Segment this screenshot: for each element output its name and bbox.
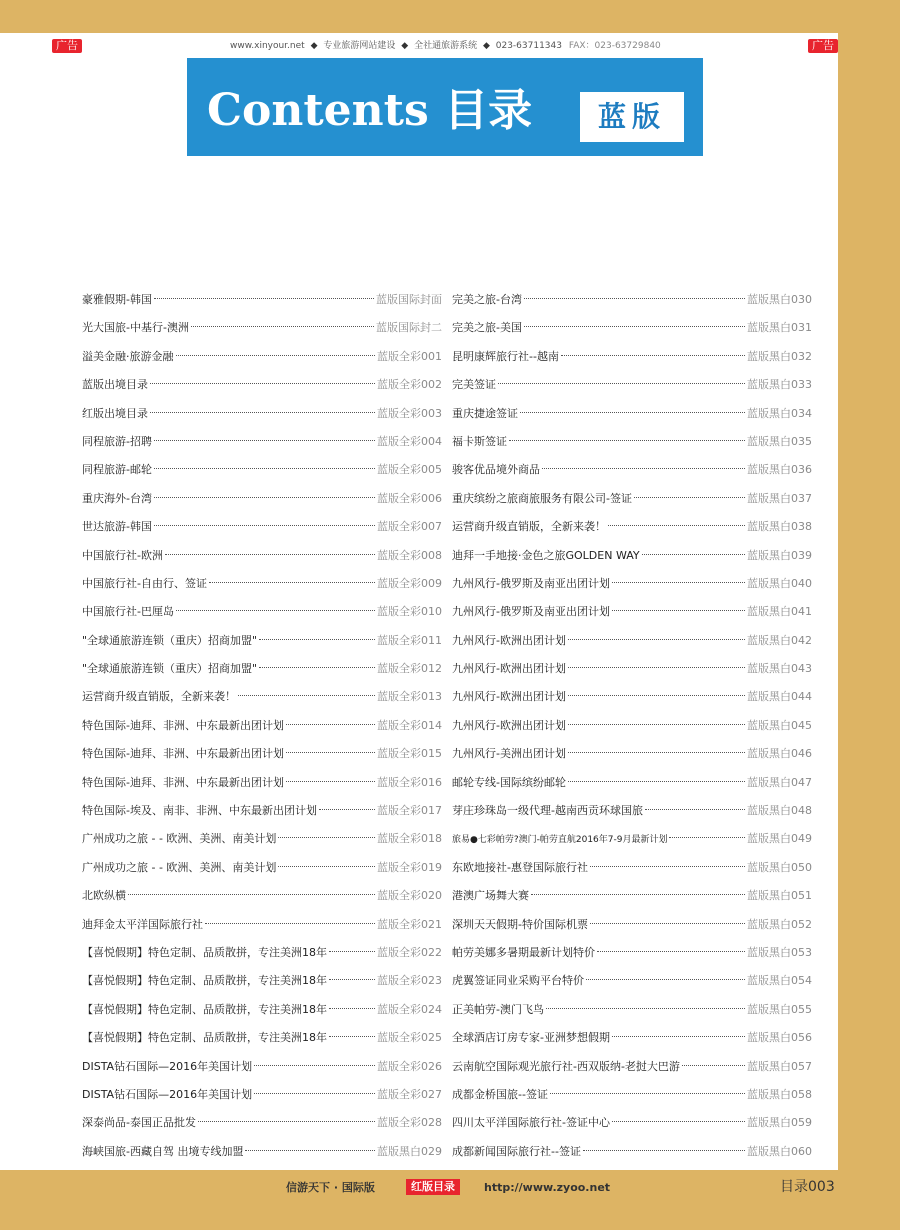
separator-diamond: ◆	[482, 41, 490, 51]
toc-entry-page: 蓝版全彩017	[377, 804, 442, 818]
toc-entry[interactable]	[82, 347, 442, 375]
toc-entry[interactable]	[452, 659, 812, 687]
toc-entry[interactable]	[452, 915, 812, 943]
dot-leader	[645, 809, 745, 810]
toc-entry-title: 虎翼签证同业采购平台特价	[452, 974, 584, 988]
footer	[0, 1178, 900, 1198]
dot-leader	[278, 866, 375, 867]
toc-entry-title: 中国旅行社-自由行、签证	[82, 576, 207, 590]
dot-leader	[154, 440, 375, 441]
toc-entry[interactable]	[82, 744, 442, 772]
toc-entry-page: 蓝版全彩008	[377, 548, 442, 562]
toc-entry-title: 完美之旅-美国	[452, 321, 522, 335]
toc-entry-page: 蓝版黑白048	[747, 804, 812, 818]
dot-leader	[568, 752, 745, 753]
toc-entry-title: 深圳天天假期-特价国际机票	[452, 917, 588, 931]
toc-entry[interactable]	[452, 489, 812, 517]
toc-entry-title: 全球酒店订房专家-亚洲梦想假期	[452, 1031, 610, 1045]
toc-entry-title: 世达旅游-韩国	[82, 520, 152, 534]
toc-entry-title: 同程旅游-招聘	[82, 434, 152, 448]
toc-entry-title: 北欧纵横	[82, 889, 126, 903]
separator-diamond: ◆	[310, 41, 318, 51]
toc-entry-title: 广州成功之旅 - - 欧洲、美洲、南美计划	[82, 860, 277, 874]
toc-entry-page: 蓝版全彩023	[377, 974, 442, 988]
dot-leader	[583, 1150, 745, 1151]
toc-entry[interactable]	[452, 460, 812, 488]
dot-leader	[509, 440, 745, 441]
dot-leader	[669, 837, 745, 838]
footer-slogan: 信游天下 · 国际版	[286, 1181, 375, 1194]
toc-entry[interactable]	[82, 375, 442, 403]
toc-entry-title: 东欧地接社-惠登国际旅行社	[452, 860, 588, 874]
toc-entry-title: 运营商升级直销版，全新来袭！	[82, 690, 236, 704]
dot-leader	[682, 1065, 745, 1066]
toc-entry[interactable]	[452, 375, 812, 403]
contents-header	[187, 58, 703, 156]
toc-entry[interactable]	[452, 404, 812, 432]
toc-entry[interactable]	[452, 687, 812, 715]
dot-leader	[150, 383, 375, 384]
toc-entry-title: 中国旅行社-巴厘岛	[82, 605, 174, 619]
toc-entry[interactable]	[452, 574, 812, 602]
toc-entry-page: 蓝版全彩024	[377, 1002, 442, 1016]
dot-leader	[586, 979, 745, 980]
toc-entry[interactable]	[452, 546, 812, 574]
toc-entry-page: 蓝版全彩005	[377, 463, 442, 477]
toc-entry-page: 蓝版黑白039	[747, 548, 812, 562]
dot-leader	[254, 1065, 375, 1066]
dot-leader	[286, 724, 375, 725]
toc-entry[interactable]	[82, 460, 442, 488]
toc-entry-title: 【喜悦假期】特色定制、品质散拼，专注美洲18年	[82, 1031, 327, 1045]
toc-entry[interactable]	[82, 1085, 442, 1113]
toc-entry-page: 蓝版黑白032	[747, 349, 812, 363]
toc-entry-page: 蓝版黑白030	[747, 293, 812, 306]
toc-entry-page: 蓝版全彩006	[377, 491, 442, 505]
toc-entry[interactable]	[452, 1028, 812, 1056]
dot-leader	[524, 298, 745, 299]
toc-entry-page: 蓝版全彩003	[377, 406, 442, 420]
toc-entry-title: 旅易●七彩帕劳?澳门-帕劳直航2016年7-9月最新计划	[452, 835, 668, 846]
toc-entry-page: 蓝版黑白045	[747, 718, 812, 732]
toc-entry-page: 蓝版黑白029	[377, 1144, 442, 1158]
toc-entry[interactable]	[82, 546, 442, 574]
toc-entry-title: 【喜悦假期】特色定制、品质散拼，专注美洲18年	[82, 974, 327, 988]
toc-entry-page: 蓝版黑白046	[747, 747, 812, 761]
toc-entry-page: 蓝版全彩012	[377, 662, 442, 676]
dot-leader	[154, 468, 375, 469]
toc-entry-title: 九州风行-俄罗斯及南亚出团计划	[452, 576, 610, 590]
dot-leader	[238, 695, 375, 696]
toc-entry-title: 海峡国旅-西藏自驾 出境专线加盟	[82, 1144, 244, 1158]
toc-entry-page: 蓝版全彩010	[377, 605, 442, 619]
toc-entry-page: 蓝版全彩021	[377, 917, 442, 931]
dot-leader	[612, 1121, 745, 1122]
dot-leader	[329, 951, 375, 952]
dot-leader	[531, 894, 745, 895]
toc-entry-page: 蓝版全彩011	[377, 633, 442, 647]
dot-leader	[568, 695, 745, 696]
toc-entry-title: 溢美金融·旅游金融	[82, 349, 174, 363]
dot-leader	[550, 1093, 745, 1094]
toc-entry-page: 蓝版全彩015	[377, 747, 442, 761]
toc-entry-page: 蓝版黑白055	[747, 1002, 812, 1016]
toc-entry[interactable]	[82, 915, 442, 943]
toc-entry-page: 蓝版黑白034	[747, 406, 812, 420]
slogan-web: 专业旅游网站建设	[323, 41, 396, 51]
toc-entry-page: 蓝版黑白050	[747, 860, 812, 874]
toc-entry[interactable]	[82, 716, 442, 744]
toc-entry-title: 骏客优品境外商品	[452, 463, 540, 477]
toc-entry-page: 蓝版全彩013	[377, 690, 442, 704]
dot-leader	[612, 1036, 745, 1037]
toc-entry-title: 重庆捷途签证	[452, 406, 518, 420]
toc-entry-title: 九州风行-美洲出团计划	[452, 747, 566, 761]
toc-entry[interactable]	[82, 489, 442, 517]
toc-entry-page: 蓝版全彩001	[377, 349, 442, 363]
toc-entry-title: 帕劳美娜多暑期最新计划特价	[452, 945, 595, 959]
toc-entry-title: 重庆海外-台湾	[82, 491, 152, 505]
toc-entry-title: 成都金桥国旅--签证	[452, 1087, 548, 1101]
toc-entry-page: 蓝版全彩009	[377, 576, 442, 590]
toc-entry[interactable]	[82, 1113, 442, 1141]
toc-entry-title: 芽庄珍珠岛一级代理-越南西贡环球国旅	[452, 804, 643, 818]
toc-entry-page: 蓝版全彩028	[377, 1116, 442, 1130]
slogan-system: 全社通旅游系统	[414, 41, 478, 51]
toc-entry-page: 蓝版全彩026	[377, 1059, 442, 1073]
toc-entry-title: 光大国旅-中基行-澳洲	[82, 321, 189, 335]
dot-leader	[590, 866, 745, 867]
toc-entry-title: 九州风行-欧洲出团计划	[452, 718, 566, 732]
toc-entry[interactable]	[452, 290, 812, 318]
toc-entry-page: 蓝版全彩014	[377, 718, 442, 732]
toc-entry-title: 深泰尚品-泰国正品批发	[82, 1116, 196, 1130]
toc-entry[interactable]	[452, 517, 812, 545]
dot-leader	[568, 639, 745, 640]
dot-leader	[191, 326, 374, 327]
dot-leader	[176, 355, 376, 356]
dot-leader	[597, 951, 745, 952]
toc-entry-page: 蓝版全彩016	[377, 775, 442, 789]
toc-entry-page: 蓝版国际封面	[376, 293, 442, 306]
toc-entry-page: 蓝版黑白041	[747, 605, 812, 619]
toc-entry[interactable]	[452, 1000, 812, 1028]
toc-entry-page: 蓝版全彩019	[377, 860, 442, 874]
toc-entry[interactable]	[452, 886, 812, 914]
dot-leader	[154, 298, 374, 299]
dot-leader	[561, 355, 745, 356]
dot-leader	[329, 1008, 375, 1009]
toc-entry[interactable]	[82, 801, 442, 829]
toc-entry-page: 蓝版黑白047	[747, 775, 812, 789]
toc-entry[interactable]	[82, 318, 442, 346]
toc-entry-page: 蓝版黑白036	[747, 463, 812, 477]
toc-column-left	[82, 290, 442, 1170]
dot-leader	[209, 582, 375, 583]
toc-entry[interactable]	[82, 773, 442, 801]
dot-leader	[176, 610, 375, 611]
toc-entry-page: 蓝版全彩020	[377, 889, 442, 903]
page-title: Contents 目录	[207, 85, 533, 136]
toc-entry-title: 特色国际-迪拜、非洲、中东最新出团计划	[82, 775, 284, 789]
toc-entry-page: 蓝版黑白060	[747, 1144, 812, 1158]
dot-leader	[546, 1008, 745, 1009]
phone-number: 023-63711343	[495, 41, 562, 51]
toc-entry-page: 蓝版黑白057	[747, 1059, 812, 1073]
toc-entry-title: 中国旅行社-欧洲	[82, 548, 163, 562]
toc-entry-title: 特色国际-迪拜、非洲、中东最新出团计划	[82, 718, 284, 732]
footer-url: http://www.zyoo.net	[484, 1181, 611, 1194]
toc-entry[interactable]	[82, 1000, 442, 1028]
dot-leader	[319, 809, 375, 810]
toc-entry-title: 【喜悦假期】特色定制、品质散拼，专注美洲18年	[82, 1002, 327, 1016]
toc-entry-page: 蓝版黑白040	[747, 576, 812, 590]
toc-entry-page: 蓝版黑白056	[747, 1031, 812, 1045]
toc-entry[interactable]	[82, 886, 442, 914]
footer-red-label: 红版目录	[406, 1179, 460, 1195]
toc-entry-title: 重庆缤纷之旅商旅服务有限公司-签证	[452, 491, 632, 505]
toc-entry-title: 迪拜一手地接·金色之旅GOLDEN WAY	[452, 548, 640, 562]
toc-entry-page: 蓝版全彩007	[377, 520, 442, 534]
toc-entry[interactable]	[452, 1057, 812, 1085]
dot-leader	[568, 781, 745, 782]
toc-entry[interactable]	[452, 801, 812, 829]
fax-number: FAX：023-63729840	[568, 41, 661, 51]
dot-leader	[205, 923, 375, 924]
dot-leader	[259, 639, 375, 640]
toc-entry-title: 运营商升级直销版，全新来袭！	[452, 520, 606, 534]
dot-leader	[286, 752, 375, 753]
toc-entry-title: 福卡斯签证	[452, 434, 507, 448]
dot-leader	[642, 554, 745, 555]
toc-entry[interactable]	[452, 971, 812, 999]
toc-entry[interactable]	[82, 1057, 442, 1085]
toc-entry[interactable]	[452, 347, 812, 375]
toc-entry-title: 成都新闻国际旅行社--签证	[452, 1144, 581, 1158]
toc-entry[interactable]	[452, 1142, 812, 1170]
toc-entry-title: 港澳广场舞大赛	[452, 889, 529, 903]
toc-entry-title: 蓝版出境目录	[82, 378, 148, 392]
toc-entry-title: 九州风行-欧洲出团计划	[452, 690, 566, 704]
toc-entry-page: 蓝版全彩022	[377, 945, 442, 959]
toc-entry-title: 四川太平洋国际旅行社-签证中心	[452, 1116, 610, 1130]
dot-leader	[150, 412, 375, 413]
dot-leader	[154, 497, 375, 498]
separator-diamond: ◆	[401, 41, 409, 51]
toc-entry[interactable]	[82, 432, 442, 460]
dot-leader	[542, 468, 745, 469]
toc-entry-title: DISTA钻石国际—2016年美国计划	[82, 1087, 253, 1101]
toc-entry[interactable]	[452, 631, 812, 659]
dot-leader	[286, 781, 375, 782]
toc-entry[interactable]	[452, 432, 812, 460]
dot-leader	[329, 1036, 375, 1037]
toc-entry[interactable]	[82, 404, 442, 432]
toc-entry-page: 蓝版黑白043	[747, 662, 812, 676]
toc-entry-title: 同程旅游-邮轮	[82, 463, 152, 477]
toc-entry-title: "全球通旅游连锁（重庆）招商加盟"	[82, 633, 258, 647]
toc-entry-title: 邮轮专线-国际缤纷邮轮	[452, 775, 566, 789]
dot-leader	[154, 525, 375, 526]
dot-leader	[245, 1150, 375, 1151]
toc-entry-page: 蓝版黑白033	[747, 378, 812, 392]
dot-leader	[259, 667, 375, 668]
toc-entry[interactable]	[82, 1028, 442, 1056]
dot-leader	[634, 497, 745, 498]
toc-entry-title: 【喜悦假期】特色定制、品质散拼，专注美洲18年	[82, 945, 327, 959]
toc-entry-title: 特色国际-迪拜、非洲、中东最新出团计划	[82, 747, 284, 761]
toc-entry-title: DISTA钻石国际—2016年美国计划	[82, 1059, 253, 1073]
toc-entry[interactable]	[82, 943, 442, 971]
toc-entry-title: 九州风行-俄罗斯及南亚出团计划	[452, 605, 610, 619]
toc-entry-page: 蓝版黑白049	[747, 832, 812, 846]
toc-entry[interactable]	[82, 574, 442, 602]
toc-entry-page: 蓝版黑白042	[747, 633, 812, 647]
toc-entry[interactable]	[452, 773, 812, 801]
toc-entry-page: 蓝版全彩004	[377, 434, 442, 448]
toc-entry-page: 蓝版黑白035	[747, 434, 812, 448]
dot-leader	[520, 412, 745, 413]
toc-entry[interactable]	[452, 858, 812, 886]
toc-entry[interactable]	[452, 744, 812, 772]
toc-entry-page: 蓝版黑白054	[747, 974, 812, 988]
dot-leader	[498, 383, 745, 384]
toc-entry-page: 蓝版黑白059	[747, 1116, 812, 1130]
toc-entry-page: 蓝版黑白038	[747, 520, 812, 534]
toc-entry-title: 迪拜金太平洋国际旅行社	[82, 917, 203, 931]
toc-entry[interactable]	[82, 971, 442, 999]
toc-entry[interactable]	[452, 829, 812, 857]
toc-entry-page: 蓝版全彩025	[377, 1031, 442, 1045]
toc-entry[interactable]	[82, 829, 442, 857]
toc-entry-title: 昆明康辉旅行社--越南	[452, 349, 559, 363]
toc-entry-title: 红版出境目录	[82, 406, 148, 420]
toc-entry-title: 豪雅假期-韩国	[82, 293, 152, 306]
footer-page-number: 目录003	[780, 1179, 835, 1195]
toc-entry-title: 九州风行-欧洲出团计划	[452, 633, 566, 647]
toc-entry[interactable]	[452, 318, 812, 346]
toc-entry-title: 完美之旅-台湾	[452, 293, 522, 306]
toc-entry-page: 蓝版黑白052	[747, 917, 812, 931]
toc-entry[interactable]	[82, 517, 442, 545]
toc-entry-page: 蓝版黑白037	[747, 491, 812, 505]
toc-entry-title: 特色国际-埃及、南非、非洲、中东最新出团计划	[82, 804, 317, 818]
dot-leader	[165, 554, 375, 555]
toc-entry[interactable]	[82, 659, 442, 687]
toc-column-right	[452, 290, 812, 1170]
toc-entry-title: 九州风行-欧洲出团计划	[452, 662, 566, 676]
toc-entry[interactable]	[82, 858, 442, 886]
toc-entry-page: 蓝版全彩027	[377, 1087, 442, 1101]
toc-entry-title: "全球通旅游连锁（重庆）招商加盟"	[82, 662, 258, 676]
toc-entry[interactable]	[82, 687, 442, 715]
dot-leader	[612, 582, 745, 583]
dot-leader	[128, 894, 375, 895]
toc-entry-page: 蓝版黑白044	[747, 690, 812, 704]
edition-badge: 蓝版	[580, 92, 684, 142]
toc-entry[interactable]	[82, 290, 442, 318]
toc-entry[interactable]	[82, 602, 442, 630]
dot-leader	[254, 1093, 375, 1094]
toc-entry-page: 蓝版国际封二	[376, 321, 442, 335]
dot-leader	[524, 326, 745, 327]
site-url: www.xinyour.net	[230, 41, 305, 51]
dot-leader	[198, 1121, 375, 1122]
dot-leader	[278, 837, 375, 838]
toc-entry-page: 蓝版全彩002	[377, 378, 442, 392]
dot-leader	[608, 525, 745, 526]
dot-leader	[568, 667, 745, 668]
toc-entry-page: 蓝版全彩018	[377, 832, 442, 846]
dot-leader	[568, 724, 745, 725]
toc-entry[interactable]	[452, 1085, 812, 1113]
toc-entry-page: 蓝版黑白058	[747, 1087, 812, 1101]
toc-entry-title: 云南航空国际观光旅行社-西双版纳-老挝大巴游	[452, 1059, 680, 1073]
toc-entry-page: 蓝版黑白031	[747, 321, 812, 335]
ad-badge-right: 广告	[808, 39, 838, 53]
toc-entry-title: 完美签证	[452, 378, 496, 392]
toc-entry[interactable]	[82, 1142, 442, 1170]
toc-entry-title: 广州成功之旅 - - 欧洲、美洲、南美计划	[82, 832, 277, 846]
toc-entry-page: 蓝版黑白051	[747, 889, 812, 903]
toc-entry[interactable]	[452, 716, 812, 744]
dot-leader	[329, 979, 375, 980]
top-info-line	[230, 39, 670, 53]
toc-entry[interactable]	[452, 602, 812, 630]
toc-entry[interactable]	[452, 1113, 812, 1141]
dot-leader	[590, 923, 745, 924]
toc-entry-page: 蓝版黑白053	[747, 945, 812, 959]
ad-badge-left: 广告	[52, 39, 82, 53]
top-bar	[0, 36, 900, 56]
dot-leader	[612, 610, 745, 611]
toc-entry-title: 正美帕劳-澳门飞鸟	[452, 1002, 544, 1016]
toc-entry[interactable]	[82, 631, 442, 659]
toc-entry[interactable]	[452, 943, 812, 971]
